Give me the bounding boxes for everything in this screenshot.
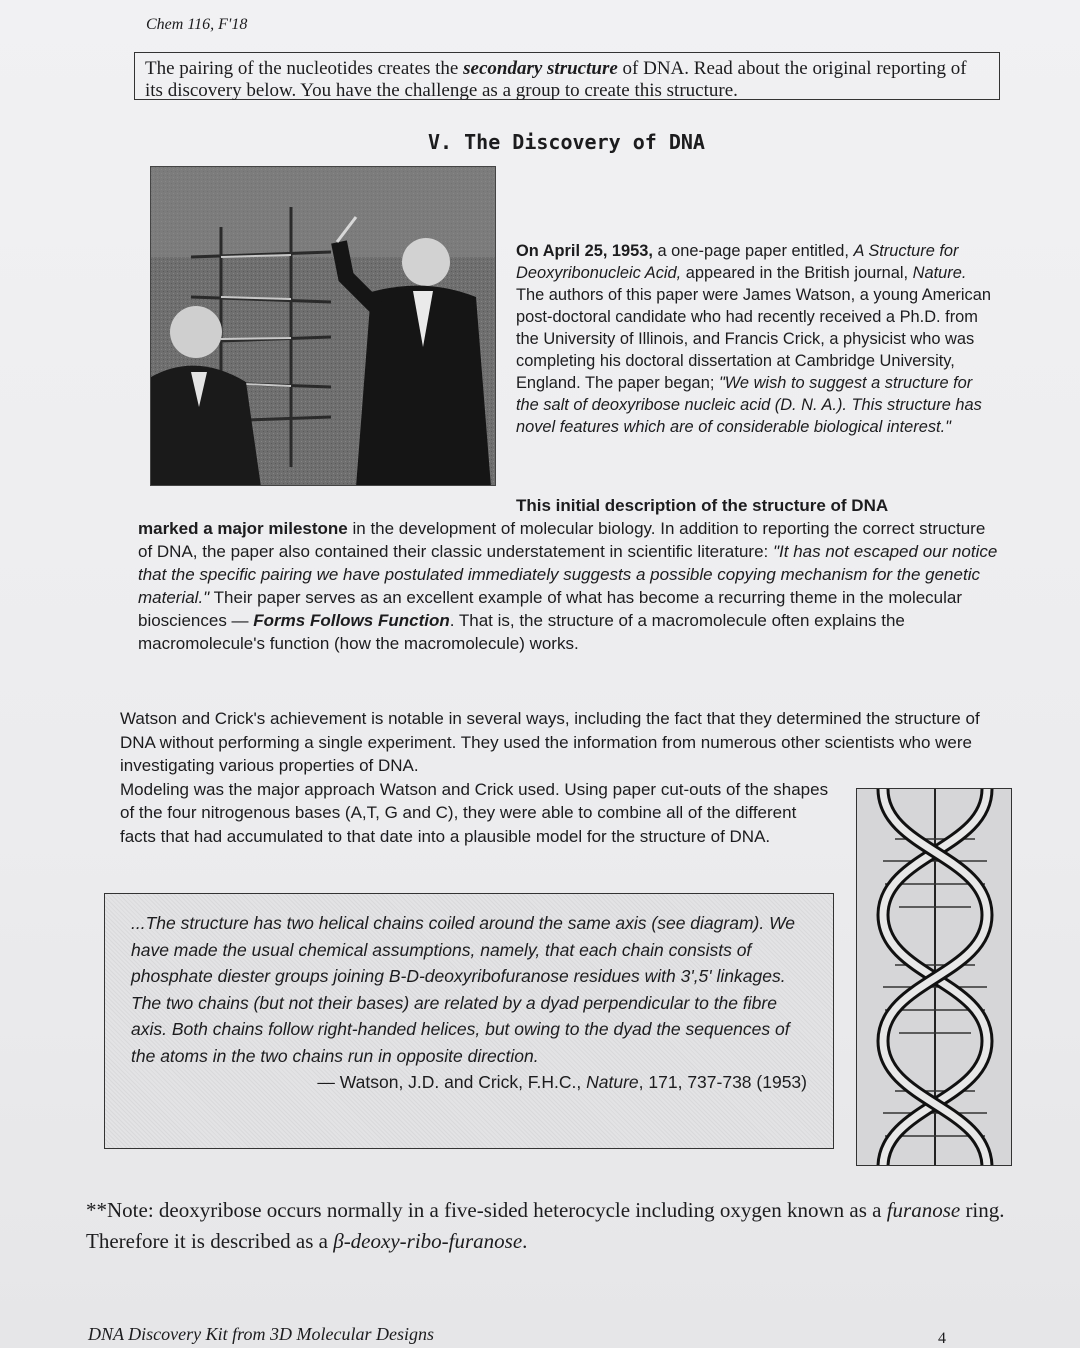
course-header: Chem 116, F'18	[146, 16, 248, 33]
p2-wide-text: Watson and Crick's achievement is notable in several ways, including the fact that they determined the structure of DNA without performing a single experiment. They used the information from numerous other scientists who were investigating various properties of DNA.	[120, 709, 980, 775]
journal-name: Nature.	[912, 264, 967, 282]
paragraph-1-continued	[138, 494, 998, 655]
intro-emphasis: secondary structure	[463, 58, 618, 79]
nature-quote-box	[104, 893, 834, 1149]
paper-title: A Structure for Deoxyribonucleic Acid,	[516, 242, 959, 282]
note-term: β-deoxy-ribo-furanose	[333, 1229, 523, 1253]
p1-text-6: . That is, the structure of a macromolecule often explains the macromolecule's function (how the macromolecule) works.	[138, 611, 905, 653]
note-text-a: **Note: deoxyribose occurs normally in a five-sided heterocycle including oxygen known as a	[86, 1198, 887, 1222]
citation-details: , 171, 737-738 (1953)	[638, 1072, 807, 1092]
p1-text-3: The authors of this paper were James Watson, a young American post-doctoral candidate who had recently received a Ph.D. from the University of Illinois, and Francis Crick, a physicist who was completing his doctoral dissertation at Cambridge University, England. The paper began;	[516, 286, 991, 392]
nature-quote-text: ...The structure has two helical chains coiled around the same axis (see diagram). We have made the usual chemical assumptions, namely, that each chain consists of phosphate diester groups joining B-D-deoxyribofuranose residues with 3',5' linkages. The two chains (but not their bases) are related by a dyad perpendicular to the fibre axis. Both chains follow right-handed helices, but owing to the dyad the sequences of the atoms in the two chains run in opposite direction.	[131, 913, 796, 1066]
p2-narrow-text: Modeling was the major approach Watson and Crick used. Using paper cut-outs of the shapes of the four nitrogenous bases (A,T, G and C), they were able to combine all of the different facts that had accumulated to that date into a plausible model for the structure of DNA.	[120, 779, 829, 846]
note-furanose: furanose	[886, 1198, 961, 1222]
watson-crick-photo	[150, 166, 496, 486]
form-follows-function: Forms Follows Function	[253, 611, 450, 630]
p1-text-1: a one-page paper entitled,	[652, 242, 854, 260]
intro-text-b: of DNA. Read about the original reporting of its discovery below. You have the challenge as a group to create this structure.	[145, 58, 967, 101]
note-text-b: ring. Therefore it is described as a	[86, 1198, 1005, 1253]
double-helix-diagram	[856, 788, 1012, 1166]
footer-credit: DNA Discovery Kit from 3D Molecular Designs	[88, 1324, 434, 1344]
citation-journal: Nature	[586, 1072, 639, 1092]
citation-authors: — Watson, J.D. and Crick, F.H.C.,	[317, 1072, 587, 1092]
note-text-c: .	[522, 1229, 528, 1253]
p1-text-4: in the development of molecular biology. In addition to reporting the correct structure of DNA, the paper also contained their classic understatement in scientific literature:	[138, 519, 986, 561]
p1-text-5: Their paper serves as an excellent example of what has become a recurring theme in the molecular biosciences —	[138, 588, 963, 630]
quote-citation	[131, 1069, 811, 1096]
page-number: 4	[938, 1330, 946, 1347]
intro-box	[134, 52, 1000, 100]
paragraph-1	[516, 240, 996, 438]
milestone-lead: This initial description of the structure of DNA	[516, 496, 889, 515]
date-lead: On April 25, 1953,	[516, 242, 653, 260]
understatement-quote: "It has not escaped our notice that the specific pairing we have postulated immediately suggests a possible copying mechanism for the genetic material."	[138, 542, 998, 607]
p1-text-2: appeared in the British journal,	[681, 264, 913, 282]
milestone-bold: marked a major milestone	[138, 519, 348, 538]
paper-opening-quote: "We wish to suggest a structure for the salt of deoxyribose nucleic acid (D. N. A.). This structure has novel features which are of considerable biological interest."	[516, 374, 982, 436]
intro-text-a: The pairing of the nucleotides creates the	[145, 58, 464, 79]
furanose-note	[86, 1195, 1006, 1257]
section-title: V. The Discovery of DNA	[428, 130, 705, 154]
